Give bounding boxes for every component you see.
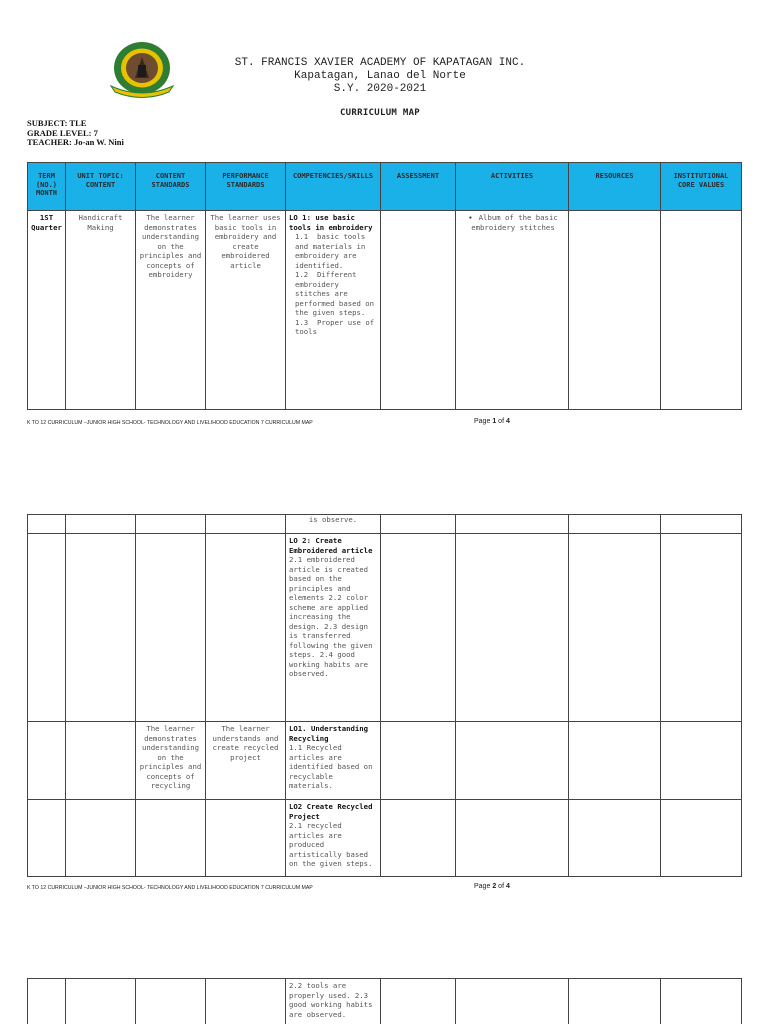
table-row xyxy=(28,534,742,722)
table-row xyxy=(28,979,742,1024)
school-address: Kapatagan, Lanao del Norte xyxy=(294,70,466,82)
col-header-assessment: ASSESSMENT xyxy=(381,163,456,211)
curriculum-table-page2 xyxy=(27,514,742,877)
col-header-competencies: COMPETENCIES/SKILLS xyxy=(286,163,381,211)
lo1-item: 1.2 Different embroidery stitches are performed based on the given steps. xyxy=(295,270,375,317)
page-number: Page 2 of 4 xyxy=(474,883,510,890)
col-header-resources: RESOURCES xyxy=(569,163,661,211)
performance-standard-cell: The learner uses basic tools in embroidery and create embroidered article xyxy=(206,211,286,410)
lo2-text: 2.1 embroidered article is created based on the principles and elements 2.2 color scheme are applied increasing the design. 2.3 design is transferred following the given steps. 2.4 good working habits are observed. xyxy=(289,555,373,678)
school-name: ST. FRANCIS XAVIER ACADEMY OF KAPATAGAN INC. xyxy=(234,57,526,69)
competencies-cell xyxy=(286,211,381,410)
lo1-recycling-title: LO1. Understanding Recycling xyxy=(289,724,369,743)
col-header-term: TERM (NO.) MONTH xyxy=(28,163,66,211)
competencies-cell: 2.2 tools are properly used. 2.3 good working habits are observed. xyxy=(286,979,381,1024)
lo2-title: LO 2: Create Embroidered article xyxy=(289,536,373,555)
col-header-core-values: INSTITUTIONAL CORE VALUES xyxy=(661,163,742,211)
activities-cell xyxy=(456,211,569,410)
page-footer xyxy=(27,420,741,426)
performance-standard-cell: The learner understands and create recycled project xyxy=(206,722,286,800)
competency-continuation: is observe. xyxy=(286,515,381,534)
document-meta xyxy=(27,119,124,148)
unit-topic-cell: Handicraft Making xyxy=(66,211,136,410)
content-standard-cell: The learner demonstrates understanding on the principles and concepts of embroidery xyxy=(136,211,206,410)
term-cell: 1ST Quarter xyxy=(28,211,66,410)
competencies-cell xyxy=(286,722,381,800)
curriculum-table-page1 xyxy=(27,162,742,410)
col-header-performance-std: PERFORMANCE STANDARDS xyxy=(206,163,286,211)
lo1-item: 1.1 basic tools and materials in embroidery are identified. xyxy=(295,232,366,270)
activity-item: • Album of the basic embroidery stitches xyxy=(461,213,565,232)
core-values-cell xyxy=(661,211,742,410)
col-header-unit: UNIT TOPIC: CONTENT xyxy=(66,163,136,211)
teacher-line: TEACHER: Jo-an W. Nini xyxy=(27,137,124,147)
table-row xyxy=(28,515,742,534)
lo2-recycling-title: LO2 Create Recycled Project xyxy=(289,802,373,821)
col-header-content-std: CONTENT STANDARDS xyxy=(136,163,206,211)
table-row xyxy=(28,211,742,410)
school-year: S.Y. 2020-2021 xyxy=(333,83,427,95)
school-seal-logo xyxy=(107,40,177,98)
lo1-item: 1.3 Proper use of tools xyxy=(295,317,375,336)
col-header-activities: ACTIVITIES xyxy=(456,163,569,211)
content-standard-cell: The learner demonstrates understanding on the principles and concepts of recycling xyxy=(136,722,206,800)
school-header xyxy=(200,57,560,96)
page-footer xyxy=(27,885,741,891)
footer-text: K TO 12 CURRICULUM –JUNIOR HIGH SCHOOL- TECHNOLOGY AND LIVELIHOOD EDUCATION 7 CURRICULUM MAP xyxy=(27,420,313,426)
curriculum-table-page3 xyxy=(27,978,742,1024)
assessment-cell xyxy=(381,211,456,410)
lo2-recycling-text: 2.1 recycled articles are produced artistically based on the given steps. xyxy=(289,821,373,868)
lo1-title: LO 1: use basic tools in embroidery xyxy=(289,213,373,232)
table-row xyxy=(28,722,742,800)
grade-line: GRADE LEVEL: 7 xyxy=(27,127,98,138)
competencies-cell xyxy=(286,800,381,877)
footer-text: K TO 12 CURRICULUM –JUNIOR HIGH SCHOOL- TECHNOLOGY AND LIVELIHOOD EDUCATION 7 CURRICULUM MAP xyxy=(27,885,313,891)
subject-line: SUBJECT: TLE xyxy=(27,118,87,128)
table-row xyxy=(28,800,742,877)
document-title: CURRICULUM MAP xyxy=(339,108,421,118)
table-header-row xyxy=(28,163,742,211)
lo1-recycling-text: 1.1 Recycled articles are identified based on recyclable materials. xyxy=(289,743,373,790)
competencies-cell xyxy=(286,534,381,722)
page-number: Page 1 of 4 xyxy=(474,418,510,425)
resources-cell xyxy=(569,211,661,410)
